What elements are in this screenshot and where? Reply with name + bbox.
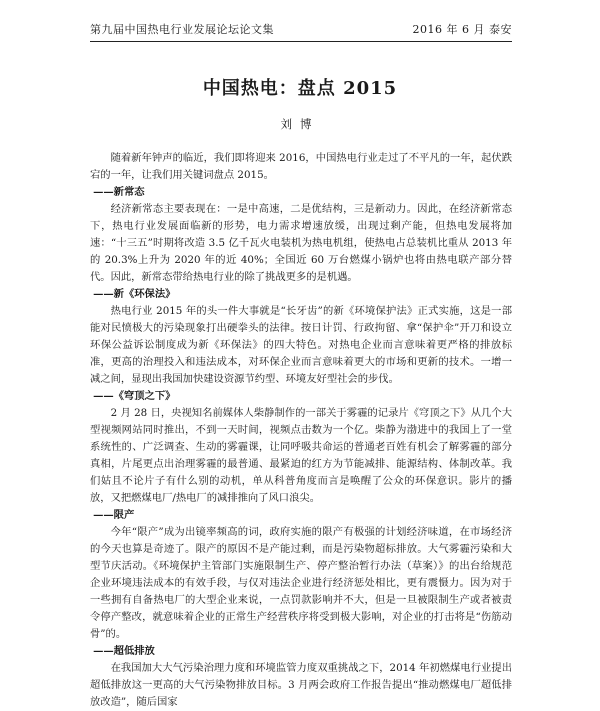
intro-paragraph: 随着新年钟声的临近，我们即将迎来 2016，中国热电行业走过了不平凡的一年，起伏跌宕的一年，让我们用关键词盘点 2015。 [90,152,512,181]
header-date-location: 2016 年 6 月 泰安 [412,23,512,36]
section-heading [90,507,512,524]
article-title: 中国热电：盘点 2015 [202,78,398,99]
section-heading-text: ——新《环保法》 [93,288,176,300]
article-body [90,150,512,711]
article-author: 刘博 [280,117,320,131]
section-heading-text: ——超低排放 [93,645,155,657]
section-heading [90,388,512,405]
body-paragraph: 今年“限产”成为出镜率频高的词，政府实施的限产有极强的计划经济味道，在市场经济的今天也算是奇迹了。限产的原因不是产能过剩，而是污染物超标排放。大气雾霾污染和大型节庆活动。《环境保护主管部门实施限制生产、停产整治暂行办法（草案）》的出台给规范企业环境违法成本的有效手段，与仅对违法企业进行经济惩处相比，更有震慑力。因为对于一些拥有自备热电厂的大型企业来说，一点罚款影响并不大，但是一旦被限制生产或者被责令停产整改，就意味着企业的正常生产经营秩序将受到极大影响，对企业的打击将是“伤筋动骨”的。 [90,526,512,640]
section-heading [90,184,512,201]
body-paragraph: 在我国加大大气污染治理力度和环境监管力度双重挑战之下，2014 年初燃煤电行业提出超低排放这一更高的大气污染物排放目标。3 月两会政府工作报告提出“推动燃煤电厂超低排放改造”，随后国家 [90,662,512,708]
section-heading-text: ——限产 [93,509,135,521]
body-paragraph: 经济新常态主要表现在：一是中高速，二是优结构，三是新动力。因此，在经济新常态下，热电行业发展面临新的形势，电力需求增速放缓，出现过剩产能，但热电发展将加速：“十三五”时期将改造 3.5 亿千瓦火电装机为热电机组，使热电占总装机比重从 2013 年的 20.3%上升为 2020 年的近 40%；全国近 60 万台燃煤小锅炉也将由热电联产部分替代。因此，新常态带给热电行业的除了挑战更多的是机遇。 [90,203,512,283]
section-heading-text: ——新常态 [93,186,145,198]
header-rule [90,41,512,42]
section-heading [90,643,512,660]
running-header [90,20,512,40]
header-proceedings-title: 第九届中国热电行业发展论坛论文集 [90,23,274,36]
section-heading [90,286,512,303]
body-paragraph: 2 月 28 日，央视知名前媒体人柴静制作的一部关于雾霾的记录片《穹顶之下》从几个大型视频网站同时推出，不到一天时间，视频点击数为一个亿。柴静为渤进中的我国上了一堂系统性的、广泛调查、生动的雾霾课，让同呼吸共命运的普通老百姓有机会了解雾霾的部分真相，片尾更点出治理雾霾的最普通、最紧迫的红方为节能减排、能源结构、体制改革。我们姑且不论片子有什么别的动机，单从科普角度而言是唤醒了公众的环保意识。影片的播放，又把燃煤电厂/热电厂的减排推向了风口浪尖。 [90,407,512,504]
section-heading-text: ——《穹顶之下》 [93,390,176,402]
body-paragraph: 热电行业 2015 年的头一件大事就是“长牙齿”的新《环境保护法》正式实施，这是一部能对民愤极大的污染现象打出硬拳头的法律。按日计罚、行政拘留、拿“保护伞”开刀和设立环保公益诉讼制度成为新《环保法》的四大特色。对热电企业而言意味着更严格的排放标准，更高的治理投入和违法成本，对环保企业而言意味着更大的市场和更新的技术。一增一减之间，显现出我国加快建设资源节约型、环境友好型社会的步伐。 [90,305,512,385]
